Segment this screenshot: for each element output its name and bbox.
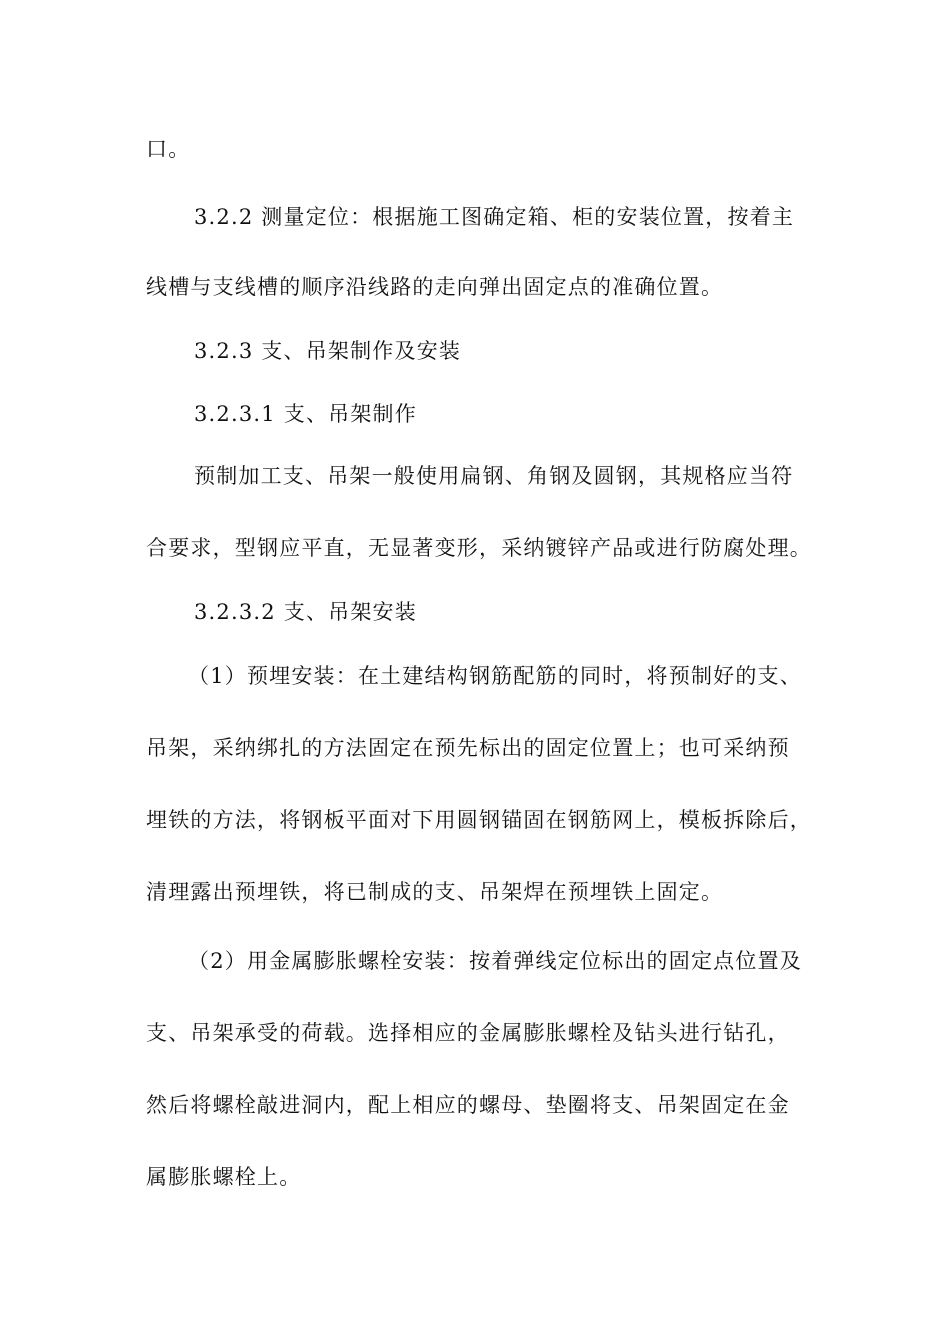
text-line: 埋铁的方法，将钢板平面对下用圆钢锚固在钢筋网上，模板拆除后， [146, 808, 812, 832]
section-heading-3-2-3: 3.2.3 支、吊架制作及安装 [194, 339, 462, 363]
item-2-line: （2）用金属膨胀螺栓安装：按着弹线定位标出的固定点位置及 [188, 949, 802, 973]
text-line: 线槽与支线槽的顺序沿线路的走向弹出固定点的准确位置。 [146, 275, 724, 299]
section-heading-3-2-3-2: 3.2.3.2 支、吊架安装 [194, 600, 417, 624]
text-line: 预制加工支、吊架一般使用扁钢、角钢及圆钢，其规格应当符 [194, 464, 794, 488]
text-line: 合要求，型钢应平直，无显著变形，采纳镀锌产品或进行防腐处理。 [146, 536, 812, 560]
text-line: 口。 [146, 137, 191, 161]
item-1-line: （1）预埋安装：在土建结构钢筋配筋的同时，将预制好的支、 [188, 664, 802, 688]
text-line: 然后将螺栓敲进洞内，配上相应的螺母、垫圈将支、吊架固定在金 [146, 1093, 790, 1117]
section-heading-3-2-3-1: 3.2.3.1 支、吊架制作 [194, 402, 417, 426]
text-line: 清理露出预埋铁，将已制成的支、吊架焊在预埋铁上固定。 [146, 880, 724, 904]
section-3-2-2-line: 3.2.2 测量定位：根据施工图确定箱、柜的安装位置，按着主 [194, 205, 795, 229]
text-line: 属膨胀螺栓上。 [146, 1165, 302, 1189]
text-line: 支、吊架承受的荷载。选择相应的金属膨胀螺栓及钻头进行钻孔， [146, 1021, 790, 1045]
text-line: 吊架，采纳绑扎的方法固定在预先标出的固定位置上；也可采纳预 [146, 736, 790, 760]
